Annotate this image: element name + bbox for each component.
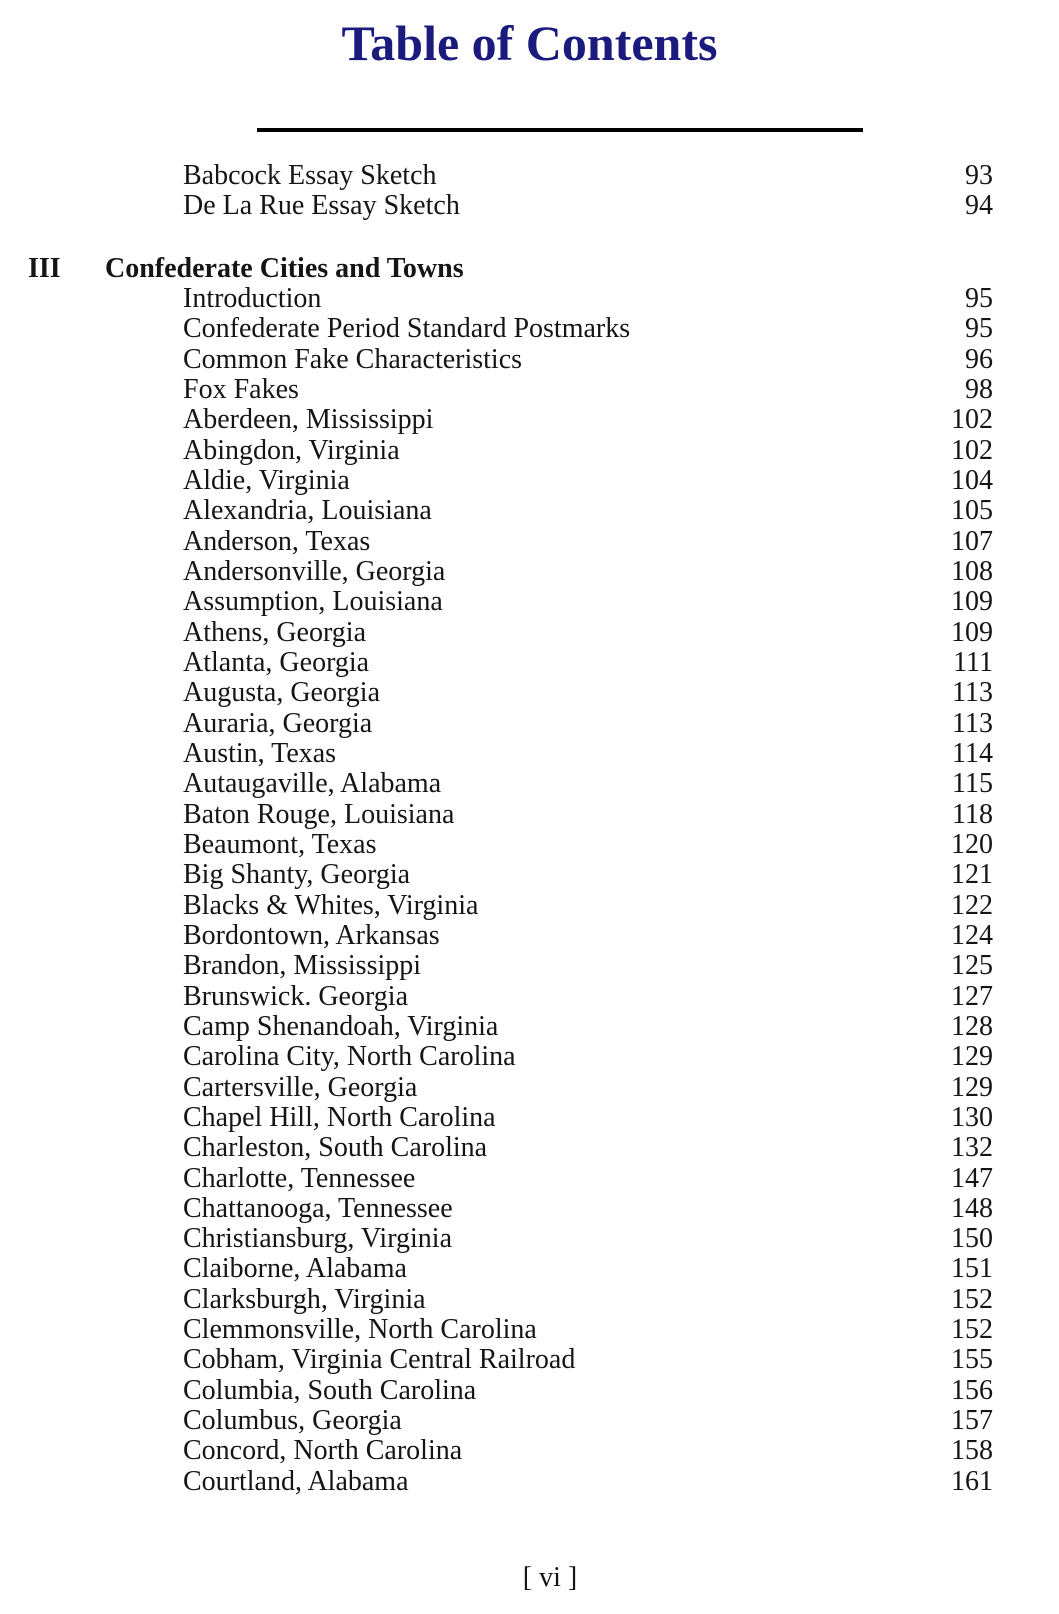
toc-entry-page-number: 115: [952, 768, 993, 800]
toc-entry-label: Beaumont, Texas: [183, 828, 377, 860]
toc-entry-page-number: 94: [965, 190, 993, 222]
toc-entry-label: Camp Shenandoah, Virginia: [183, 1010, 499, 1042]
toc-entry-page-number: 130: [951, 1101, 993, 1133]
toc-entry-label: Baton Rouge, Louisiana: [183, 798, 455, 830]
toc-entry-row: [0, 830, 1059, 860]
toc-entry-label: Chapel Hill, North Carolina: [183, 1101, 496, 1133]
toc-entry-page-number: 102: [951, 404, 993, 436]
toc-entry-row: [0, 1012, 1059, 1042]
toc-entry-label: Autaugaville, Alabama: [183, 768, 442, 800]
toc-entry-label: Charlotte, Tennessee: [183, 1162, 416, 1194]
toc-entry-row: [0, 951, 1059, 981]
toc-entry-page-number: 155: [951, 1344, 993, 1376]
page-number-footer: [ vi ]: [522, 1562, 578, 1594]
toc-entry-label: Aldie, Virginia: [183, 464, 350, 496]
toc-entry-label: Concord, North Carolina: [183, 1435, 463, 1467]
toc-entry-page-number: 95: [965, 282, 993, 314]
toc-entry-page-number: 129: [951, 1041, 993, 1073]
toc-entry-page-number: 156: [951, 1374, 993, 1406]
toc-entry-label: Brandon, Mississippi: [183, 950, 422, 982]
toc-entry-page-number: 109: [951, 616, 993, 648]
toc-entry-row: [0, 860, 1059, 890]
toc-entry-label: Cobham, Virginia Central Railroad: [183, 1344, 576, 1376]
toc-entry-label: Big Shanty, Georgia: [183, 859, 411, 891]
toc-entry-page-number: 118: [952, 798, 993, 830]
toc-entry-label: Cartersville, Georgia: [183, 1071, 418, 1103]
toc-entry-row: [0, 769, 1059, 799]
toc-entry-page-number: 96: [965, 343, 993, 375]
toc-entry-page-number: 132: [951, 1132, 993, 1164]
toc-entry-page-number: 125: [951, 950, 993, 982]
toc-entry-label: Alexandria, Louisiana: [183, 495, 432, 527]
toc-section-numeral: III: [28, 252, 61, 284]
toc-entry-label: Austin, Texas: [183, 737, 337, 769]
toc-entry-row: [0, 436, 1059, 466]
toc-entry-row: [0, 466, 1059, 496]
toc-entry-row: [0, 587, 1059, 617]
toc-entry-page-number: 108: [951, 555, 993, 587]
toc-entry-page-number: 147: [951, 1162, 993, 1194]
toc-entry-page-number: 124: [951, 919, 993, 951]
toc-entry-row: [0, 1467, 1059, 1497]
toc-entry-row: [0, 1073, 1059, 1103]
toc-entry-page-number: 102: [951, 434, 993, 466]
toc-entry-label: Anderson, Texas: [183, 525, 371, 557]
toc-entry-label: Claiborne, Alabama: [183, 1253, 407, 1285]
toc-entry-page-number: 105: [951, 495, 993, 527]
toc-entry-page-number: 109: [951, 586, 993, 618]
toc-entry-page-number: 127: [951, 980, 993, 1012]
toc-entry-row: [0, 314, 1059, 344]
toc-entry-label: Abingdon, Virginia: [183, 434, 400, 466]
toc-entry-label: Clarksburgh, Virginia: [183, 1283, 426, 1315]
toc-entry-page-number: 107: [951, 525, 993, 557]
toc-entry-page-number: 113: [952, 677, 993, 709]
toc-entry-page-number: 129: [951, 1071, 993, 1103]
toc-entry-page-number: 114: [952, 737, 993, 769]
page-title: Table of Contents: [341, 15, 718, 71]
toc-entry-label: Columbus, Georgia: [183, 1405, 402, 1437]
toc-entry-row: [0, 1194, 1059, 1224]
toc-entry-page-number: 150: [951, 1223, 993, 1255]
toc-entry-label: Columbia, South Carolina: [183, 1374, 477, 1406]
toc-entry-row: [0, 1254, 1059, 1284]
toc-entry-label: Aberdeen, Mississippi: [183, 404, 434, 436]
toc-entry-label: Athens, Georgia: [183, 616, 366, 648]
toc-entry-label: Bordontown, Arkansas: [183, 919, 440, 951]
toc-entry-label: Augusta, Georgia: [183, 677, 380, 709]
toc-entry-row: [0, 1285, 1059, 1315]
toc-entry-row: [0, 678, 1059, 708]
toc-entry-page-number: 122: [951, 889, 993, 921]
toc-entry-row: [0, 405, 1059, 435]
toc-entry-label: Auraria, Georgia: [183, 707, 373, 739]
toc-entry-row: [0, 1164, 1059, 1194]
toc-entry-row: [0, 709, 1059, 739]
toc-entry-label: Chattanooga, Tennessee: [183, 1192, 453, 1224]
toc-entry-page-number: 104: [951, 464, 993, 496]
toc-entry-page-number: 93: [965, 160, 993, 191]
toc-section-heading: [0, 254, 1059, 284]
toc-entry-label: Introduction: [183, 282, 322, 314]
toc-entry-row: [0, 191, 1059, 221]
toc-entry-row: [0, 1315, 1059, 1345]
toc-entry-row: [0, 1042, 1059, 1072]
toc-entry-row: [0, 1103, 1059, 1133]
toc-entry-page-number: 161: [951, 1465, 993, 1497]
toc-entry-label: Christiansburg, Virginia: [183, 1223, 452, 1255]
toc-entry-label: Clemmonsville, North Carolina: [183, 1314, 537, 1346]
toc-entry-label: Charleston, South Carolina: [183, 1132, 488, 1164]
toc-entry-page-number: 157: [951, 1405, 993, 1437]
toc-entry-row: [0, 161, 1059, 191]
toc-entry-page-number: 148: [951, 1192, 993, 1224]
toc-entry-row: [0, 921, 1059, 951]
toc-entry-row: [0, 1376, 1059, 1406]
toc-entry-page-number: 158: [951, 1435, 993, 1467]
toc-entry-row: [0, 1436, 1059, 1466]
toc-entry-row: [0, 284, 1059, 314]
toc-entry-row: [0, 648, 1059, 678]
toc-entry-page-number: 151: [951, 1253, 993, 1285]
toc-entries-list: [0, 284, 1059, 1497]
toc-entry-row: [0, 739, 1059, 769]
toc-entry-page-number: 98: [965, 373, 993, 405]
toc-entry-label: Atlanta, Georgia: [183, 646, 370, 678]
toc-entry-page-number: 95: [965, 313, 993, 345]
toc-entry-page-number: 152: [951, 1283, 993, 1315]
toc-entry-page-number: 121: [951, 859, 993, 891]
toc-entry-row: [0, 1224, 1059, 1254]
toc-entry-label: Courtland, Alabama: [183, 1465, 409, 1497]
toc-entry-label: Babcock Essay Sketch: [183, 160, 437, 191]
toc-section-title: Confederate Cities and Towns: [105, 252, 464, 284]
toc-entry-label: Assumption, Louisiana: [183, 586, 443, 618]
toc-entry-label: Fox Fakes: [183, 373, 299, 405]
toc-entry-row: [0, 1133, 1059, 1163]
toc-entry-label: Blacks & Whites, Virginia: [183, 889, 479, 921]
toc-entry-label: Carolina City, North Carolina: [183, 1041, 516, 1073]
toc-entry-row: [0, 375, 1059, 405]
toc-entry-row: [0, 891, 1059, 921]
toc-entry-row: [0, 1406, 1059, 1436]
toc-entry-row: [0, 345, 1059, 375]
toc-entry-label: Brunswick. Georgia: [183, 980, 408, 1012]
toc-entry-page-number: 152: [951, 1314, 993, 1346]
toc-entry-row: [0, 800, 1059, 830]
toc-entry-row: [0, 527, 1059, 557]
title-divider-rule: [257, 128, 863, 132]
toc-entry-row: [0, 618, 1059, 648]
toc-entry-label: De La Rue Essay Sketch: [183, 190, 460, 222]
toc-entry-label: Confederate Period Standard Postmarks: [183, 313, 631, 345]
toc-entry-label: Common Fake Characteristics: [183, 343, 523, 375]
toc-entry-page-number: 120: [951, 828, 993, 860]
toc-entry-row: [0, 1345, 1059, 1375]
toc-entry-row: [0, 496, 1059, 526]
toc-entry-page-number: 128: [951, 1010, 993, 1042]
toc-entry-page-number: 111: [953, 646, 993, 678]
toc-entry-label: Andersonville, Georgia: [183, 555, 446, 587]
toc-entry-row: [0, 557, 1059, 587]
toc-entry-row: [0, 982, 1059, 1012]
toc-pre-entries-list: [0, 161, 1059, 222]
toc-entry-page-number: 113: [952, 707, 993, 739]
